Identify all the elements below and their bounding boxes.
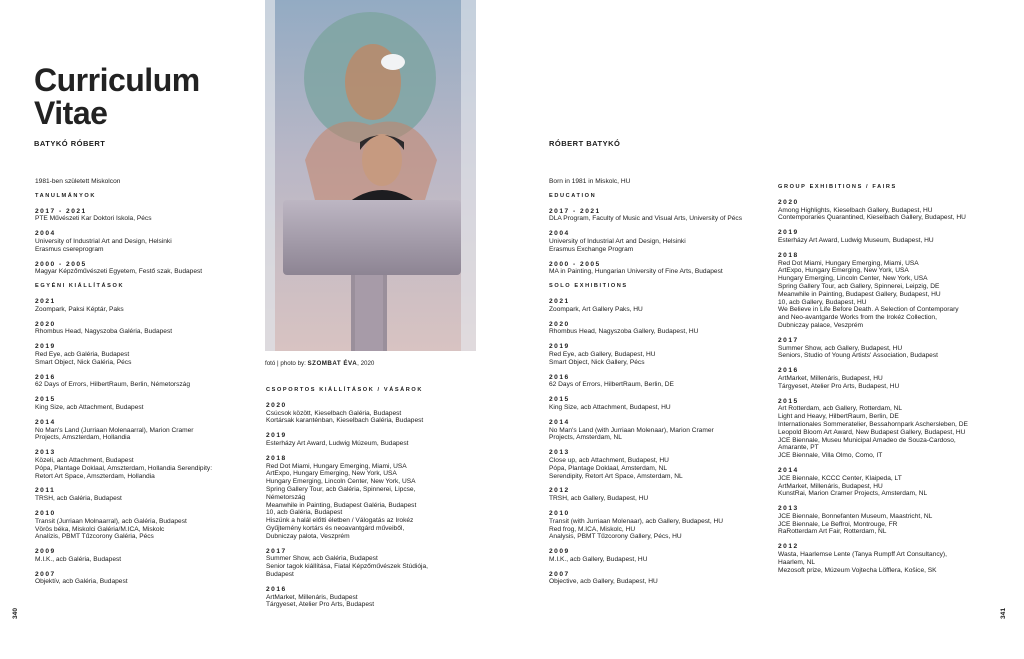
entry-line: Transit (with Jurriaan Molenaar), acb Gallery, Budapest, HU: [549, 517, 724, 525]
year-label: 2017 - 2021: [35, 207, 87, 215]
year-label: 2017 - 2021: [549, 207, 601, 215]
entry-line: King Size, acb Attachment, Budapest, HU: [549, 403, 671, 411]
entry-line: No Man's Land (Jurriaan Molenaarral), Marion Cramer: [35, 426, 194, 434]
entry-line: University of Industrial Art and Design, Helsinki: [549, 237, 686, 245]
photo-illustration: [265, 0, 476, 351]
year-label: 2000 - 2005: [35, 260, 87, 268]
entry-line: Magyar Képzőművészeti Egyetem, Festő szak, Budapest: [35, 268, 203, 276]
year-label: 2009: [35, 548, 56, 556]
year-label: 2020: [778, 198, 799, 206]
entry-line: University of Industrial Art and Design, Helsinki: [35, 237, 172, 245]
year-label: 2007: [35, 570, 56, 578]
artist-name-en: RÓBERT BATYKÓ: [549, 139, 621, 148]
entry-line: Dubniczay palace, Veszprém: [778, 321, 864, 329]
entry-line: Meanwhile in Painting, Budapest Galéria, Budapest: [266, 501, 417, 509]
entry-line: PTE Művészeti Kar Doktori Iskola, Pécs: [35, 215, 152, 223]
entry-line: No Man's Land (with Jurriaan Molenaar), Marion Cramer: [549, 426, 714, 434]
entry-line: Spring Gallery Tour, acb Gallery, Spinnerei, Leipzig, DE: [778, 282, 940, 290]
entry-line: Transit (Jurriaan Molnaarral), acb Galéria, Budapest: [35, 517, 187, 525]
entry-line: Kortársak karanténban, Kieselbach Galéria, Budapest: [266, 417, 424, 425]
entry-line: TRSH, acb Gallery, Budapest, HU: [549, 495, 649, 503]
year-label: 2020: [549, 320, 570, 328]
entry-line: Spring Gallery Tour, acb Galéria, Spinnerei, Lipcse,: [266, 485, 416, 493]
section-heading: EGYÉNI KIÁLLÍTÁSOK: [35, 283, 125, 290]
entry-line: Zoompark, Art Gallery Paks, HU: [549, 305, 643, 313]
cv-column-en-2: [778, 177, 1003, 574]
entry-line: Senior tagok kiállítása, Fiatal Képzőművészek Stúdiója,: [266, 563, 428, 571]
entry-line: Red frog, M.ICA, Miskolc, HU: [549, 525, 636, 533]
intro-line: Born in 1981 in Miskolc, HU: [549, 178, 631, 185]
caption-photographer: SZOMBAT ÉVA: [307, 360, 358, 367]
entry-line: Analízis, PBMT Tűzcorony Galéria, Pécs: [35, 533, 154, 541]
entry-line: Zoompark, Paksi Képtár, Paks: [35, 305, 124, 313]
entry-line: JCE Biennale, Le Beffroi, Montrouge, FR: [778, 520, 898, 528]
entry-line: Retort Art Space, Amszterdam, Hollandia: [35, 472, 155, 480]
entry-line: TRSH, acb Galéria, Budapest: [35, 495, 122, 503]
title-line-2: Vitae: [34, 95, 108, 131]
year-label: 2015: [549, 396, 570, 404]
entry-line: Contemporaries Quarantined, Kieselbach Gallery, Budapest, HU: [778, 214, 966, 222]
entry-line: 10, acb Galéria, Budapest: [266, 509, 343, 517]
entry-line: Projects, Amsterdam, NL: [549, 434, 622, 442]
year-label: 2020: [35, 320, 56, 328]
entry-line: Hungary Emerging, Lincoln Center, New York, USA: [266, 478, 416, 486]
entry-line: Esterházy Art Award, Ludwig Múzeum, Budapest: [266, 439, 409, 447]
year-label: 2004: [35, 230, 56, 238]
page-title: [34, 64, 200, 130]
year-label: 2017: [266, 547, 287, 555]
year-label: 2009: [549, 548, 570, 556]
entry-line: Haarlem, NL: [778, 558, 816, 566]
entry-line: Smart Object, Nick Galéria, Pécs: [35, 358, 132, 366]
entry-line: Wasta, Haarlemse Lente (Tanya Rumpff Art Consultancy),: [778, 551, 947, 559]
year-label: 2019: [35, 343, 56, 351]
year-label: 2019: [266, 432, 287, 440]
entry-line: Tárgyeset, Atelier Pro Arts, Budapest: [266, 601, 375, 609]
entry-line: Art Rotterdam, acb Gallery, Rotterdam, NL: [778, 405, 903, 413]
year-label: 2016: [266, 585, 287, 593]
entry-line: Budapest: [266, 570, 294, 578]
entry-line: Internationales Sommeratelier, Bessahornpark Aschersleben, DE: [778, 420, 968, 428]
year-label: 2014: [549, 418, 570, 426]
year-label: 2018: [266, 454, 287, 462]
year-label: 2016: [549, 373, 570, 381]
entry-line: Csúcsok között, Kieselbach Galéria, Budapest: [266, 409, 402, 417]
entry-line: ArtExpo, Hungary Emerging, New York, USA: [266, 470, 397, 478]
entry-line: Meanwhile in Painting, Budapest Gallery, Budapest, HU: [778, 290, 941, 298]
artist-photo: [265, 0, 476, 351]
entry-line: Red Dot Miami, Hungary Emerging, Miami, USA: [266, 462, 407, 470]
entry-line: Erasmus csereprogram: [35, 245, 104, 253]
entry-line: Hiszünk a halál előtti életben / Válogatás az Irokéz: [266, 517, 414, 525]
entry-line: and Neo-avantgarde Works from the Irokéz Collection,: [778, 314, 937, 322]
cv-column-en-1: [549, 178, 774, 586]
cv-column-hu-2: [266, 380, 481, 609]
entry-line: Leopold Bloom Art Award, New Budapest Gallery, Budapest, HU: [778, 428, 966, 436]
entry-line: JCE Biennale, Bonnefanten Museum, Maastricht, NL: [778, 512, 933, 520]
entry-line: M.I.K., acb Gallery, Budapest, HU: [549, 555, 648, 563]
year-label: 2015: [778, 397, 799, 405]
page-number-right: 341: [1000, 607, 1008, 620]
entry-line: Serendipity, Retort Art Space, Amsterdam, NL: [549, 472, 683, 480]
entry-line: Light and Heavy, HilbertRaum, Berlin, DE: [778, 413, 899, 421]
year-label: 2020: [266, 401, 287, 409]
entry-line: ArtExpo, Hungary Emerging, New York, USA: [778, 267, 909, 275]
entry-line: ArtMarket, Millenáris, Budapest, HU: [778, 482, 883, 490]
entry-line: Rhombus Head, Nagyszoba Galéria, Budapest: [35, 328, 173, 336]
section-heading: GROUP EXHIBITIONS / FAIRS: [778, 184, 897, 190]
year-label: 2013: [549, 449, 570, 457]
entry-line: MA in Painting, Hungarian University of Fine Arts, Budapest: [549, 268, 723, 276]
year-label: 2016: [778, 367, 799, 375]
entry-line: Tárgyeset, Atelier Pro Arts, Budapest, HU: [778, 382, 900, 390]
year-label: 2021: [35, 297, 56, 305]
entry-line: JCE Biennale, KCCC Center, Klaipeda, LT: [778, 474, 902, 482]
entry-line: Smart Object, Nick Gallery, Pécs: [549, 358, 645, 366]
year-label: 2010: [35, 509, 56, 517]
entry-line: Közeli, acb Attachment, Budapest: [35, 456, 134, 464]
year-label: 2016: [35, 373, 56, 381]
year-label: 2019: [549, 343, 570, 351]
entry-line: Gyűjtemény kortárs és neoavantgárd műveiből,: [266, 524, 405, 532]
entry-line: DLA Program, Faculty of Music and Visual Arts, University of Pécs: [549, 215, 743, 223]
entry-line: ArtMarket, Millenáris, Budapest: [266, 593, 358, 601]
entry-line: Projects, Amszterdam, Hollandia: [35, 434, 131, 442]
entry-line: Amarante, PT: [778, 444, 819, 452]
caption-year: , 2020: [357, 360, 375, 367]
year-label: 2012: [778, 543, 799, 551]
caption-prefix: fotó | photo by:: [265, 360, 308, 367]
artist-name-hu: BATYKÓ RÓBERT: [34, 139, 106, 148]
year-label: 2013: [35, 449, 56, 457]
year-label: 2017: [778, 336, 799, 344]
year-label: 2014: [778, 466, 799, 474]
year-label: 2010: [549, 509, 570, 517]
entry-line: ArtMarket, Millenáris, Budapest, HU: [778, 374, 883, 382]
entry-line: Summer Show, acb Gallery, Budapest, HU: [778, 344, 903, 352]
entry-line: Red Dot Miami, Hungary Emerging, Miami, USA: [778, 259, 919, 267]
year-label: 2000 - 2005: [549, 260, 601, 268]
entry-line: King Size, acb Attachment, Budapest: [35, 403, 144, 411]
entry-line: Red Eye, acb Gallery, Budapest, HU: [549, 350, 656, 358]
photo-caption: [265, 360, 374, 367]
entry-line: Seniors, Studio of Young Artists' Association, Budapest: [778, 352, 938, 360]
entry-line: Vörös béka, Miskolci Galéria/M.ICA, Miskolc: [35, 525, 165, 533]
entry-line: Erasmus Exchange Program: [549, 245, 634, 253]
entry-line: KunstRai, Marion Cramer Projects, Amsterdam, NL: [778, 490, 928, 498]
year-label: 2007: [549, 570, 570, 578]
section-heading: TANULMÁNYOK: [35, 192, 96, 199]
section-heading: CSOPORTOS KIÁLLÍTÁSOK / VÁSÁROK: [266, 387, 424, 393]
entry-line: JCE Biennale, Museu Municipal Amadeo de Souza-Cardoso,: [778, 436, 956, 444]
cv-column-hu-1: [35, 178, 255, 586]
entry-line: Dubniczay palota, Veszprém: [266, 532, 350, 540]
entry-line: Hungary Emerging, Lincoln Center, New York, USA: [778, 275, 928, 283]
year-label: 2021: [549, 297, 570, 305]
year-label: 2004: [549, 230, 570, 238]
section-heading: SOLO EXHIBITIONS: [549, 283, 628, 290]
entry-line: Red Eye, acb Galéria, Budapest: [35, 350, 130, 358]
entry-line: Németország: [266, 493, 306, 501]
entry-line: Close up, acb Attachment, Budapest, HU: [549, 456, 669, 464]
intro-line: 1981-ben született Miskolcon: [35, 178, 121, 185]
page-number-left: 340: [12, 607, 20, 620]
entry-line: Pópa, Plantage Doklaal, Amsterdam, NL: [549, 464, 668, 472]
entry-line: 10, acb Gallery, Budapest, HU: [778, 298, 867, 306]
entry-line: Esterházy Art Award, Ludwig Museum, Budapest, HU: [778, 236, 934, 244]
entry-line: Objektív, acb Galéria, Budapest: [35, 578, 128, 586]
year-label: 2015: [35, 396, 56, 404]
entry-line: Rhombus Head, Nagyszoba Gallery, Budapest, HU: [549, 328, 699, 336]
entry-line: Summer Show, acb Galéria, Budapest: [266, 555, 378, 563]
entry-line: 62 Days of Errors, HilbertRaum, Berlin, Németország: [35, 381, 191, 389]
entry-line: RaRotterdam Art Fair, Rotterdam, NL: [778, 528, 887, 536]
entry-line: Mezosoft prize, Múzeum Vojtecha Löfflera, Košice, SK: [778, 566, 937, 574]
title-line-1: Curriculum: [34, 62, 200, 98]
year-label: 2018: [778, 251, 799, 259]
entry-line: 62 Days of Errors, HilbertRaum, Berlin, DE: [549, 381, 674, 389]
year-label: 2019: [778, 229, 799, 237]
entry-line: We Believe in Life Before Death. A Selection of Contemporary: [778, 306, 959, 314]
entry-line: Among Highlights, Kieselbach Gallery, Budapest, HU: [778, 206, 933, 214]
year-label: 2012: [549, 487, 570, 495]
year-label: 2013: [778, 505, 799, 513]
entry-line: Objective, acb Gallery, Budapest, HU: [549, 578, 658, 586]
entry-line: Analysis, PBMT Tűzcorony Gallery, Pécs, HU: [549, 533, 682, 541]
entry-line: JCE Biennale, Villa Olmo, Como, IT: [778, 452, 883, 460]
year-label: 2014: [35, 418, 56, 426]
entry-line: M.I.K., acb Galéria, Budapest: [35, 555, 122, 563]
year-label: 2011: [35, 487, 56, 495]
entry-line: Pópa, Plantage Doklaal, Amszterdam, Hollandia Serendipity:: [35, 464, 213, 472]
section-heading: EDUCATION: [549, 192, 597, 199]
